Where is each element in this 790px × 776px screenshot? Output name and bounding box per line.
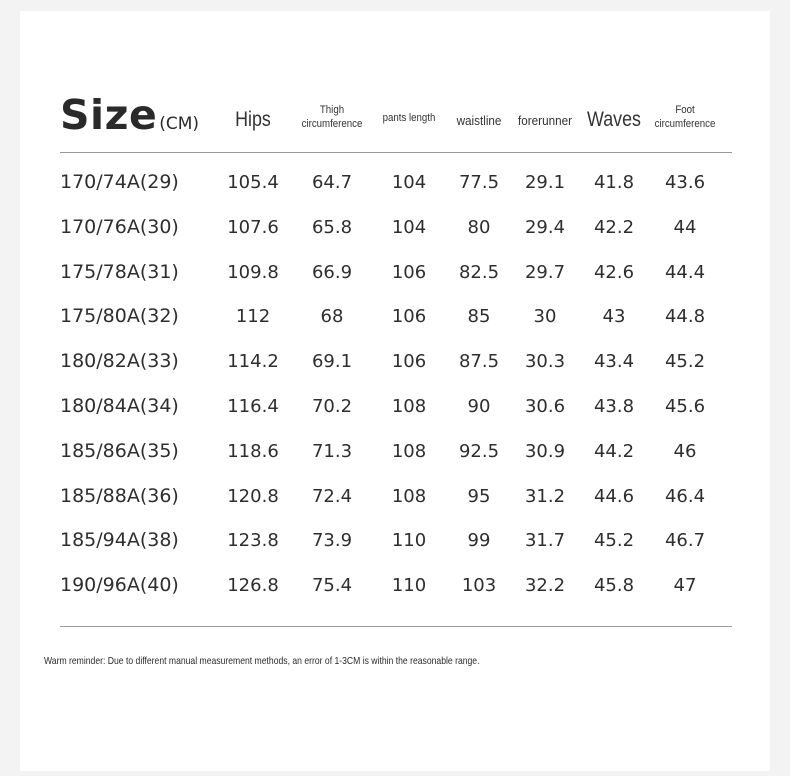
- table-cell: 69.1: [311, 351, 353, 373]
- table-cell: 44.6: [593, 485, 635, 507]
- header-divider: [60, 152, 732, 153]
- table-cell: 47: [673, 575, 697, 597]
- size-label: 185/86A(35): [60, 439, 179, 462]
- table-cell: 90: [467, 396, 491, 417]
- table-cell: 87.5: [458, 351, 500, 373]
- table-cell: 103: [461, 575, 497, 597]
- table-cell: 82.5: [458, 261, 500, 283]
- table-cell: 108: [391, 440, 427, 462]
- table-cell: 114.2: [227, 351, 279, 373]
- table-cell: 108: [391, 396, 427, 417]
- table-cell: 29.4: [524, 216, 566, 238]
- table-cell: 44.2: [593, 440, 635, 462]
- column-header: [383, 112, 436, 126]
- size-label: 170/76A(30): [60, 215, 179, 238]
- size-chart-title: [60, 91, 199, 139]
- table-cell: 31.2: [524, 485, 566, 507]
- size-label: 175/78A(31): [60, 260, 179, 283]
- table-cell: 29.7: [524, 261, 566, 283]
- table-cell: 104: [391, 172, 427, 193]
- column-header: [457, 113, 502, 129]
- column-header: [302, 104, 363, 132]
- table-cell: 64.7: [311, 172, 353, 193]
- table-cell: 110: [391, 575, 427, 597]
- column-header-line: Waves: [587, 108, 641, 131]
- table-cell: 106: [391, 306, 427, 328]
- column-header-line: circumference: [301, 117, 363, 130]
- column-header-line: Thigh: [319, 104, 345, 116]
- table-cell: 42.2: [593, 216, 635, 238]
- size-label: 175/80A(32): [60, 305, 179, 328]
- table-cell: 105.4: [227, 172, 279, 193]
- table-cell: 71.3: [311, 440, 353, 462]
- table-cell: 99: [467, 530, 491, 552]
- size-label: 190/96A(40): [60, 574, 179, 597]
- table-cell: 43.8: [593, 396, 635, 417]
- table-cell: 45.2: [664, 351, 706, 373]
- table-cell: 70.2: [311, 396, 353, 417]
- table-cell: 95: [467, 485, 491, 507]
- table-cell: 107.6: [227, 216, 279, 238]
- table-cell: 31.7: [524, 530, 566, 552]
- table-cell: 30.6: [524, 396, 566, 417]
- size-chart-card: [20, 11, 770, 771]
- size-label: 185/88A(36): [60, 484, 179, 507]
- table-cell: 116.4: [227, 396, 279, 417]
- table-cell: 73.9: [311, 530, 353, 552]
- table-cell: 120.8: [227, 485, 279, 507]
- column-header: [235, 107, 271, 133]
- table-cell: 65.8: [311, 216, 353, 238]
- title-main: Size: [60, 91, 158, 139]
- table-cell: 43.6: [664, 172, 706, 193]
- column-header-line: waistline: [456, 113, 502, 128]
- table-cell: 46.7: [664, 530, 706, 552]
- table-cell: 118.6: [227, 440, 279, 462]
- table-cell: 123.8: [227, 530, 279, 552]
- column-header-line: Foot: [675, 104, 695, 116]
- table-cell: 92.5: [458, 440, 500, 462]
- warm-reminder-note: Warm reminder: Due to different manual measurement methods, an error of 1-3CM is within the reasonable range.: [44, 655, 480, 667]
- table-bottom-divider: [60, 626, 732, 627]
- column-header: [587, 107, 641, 133]
- column-header-line: circumference: [654, 117, 716, 130]
- table-cell: 43.4: [593, 351, 635, 373]
- table-cell: 30.3: [524, 351, 566, 373]
- column-header: [655, 104, 716, 132]
- table-cell: 42.6: [593, 261, 635, 283]
- column-header: [518, 113, 572, 129]
- table-cell: 80: [467, 216, 491, 238]
- size-label: 185/94A(38): [60, 529, 179, 552]
- table-cell: 112: [235, 306, 271, 328]
- table-cell: 108: [391, 485, 427, 507]
- table-cell: 46: [673, 440, 697, 462]
- size-label: 170/74A(29): [60, 171, 179, 193]
- table-cell: 30.9: [524, 440, 566, 462]
- column-header-line: Hips: [235, 108, 271, 131]
- table-cell: 106: [391, 351, 427, 373]
- table-cell: 43: [602, 306, 626, 328]
- table-cell: 104: [391, 216, 427, 238]
- table-cell: 85: [467, 306, 491, 328]
- table-cell: 45.8: [593, 575, 635, 597]
- title-unit: (CM): [159, 114, 200, 134]
- table-cell: 106: [391, 261, 427, 283]
- table-cell: 41.8: [593, 172, 635, 193]
- table-cell: 44.8: [664, 306, 706, 328]
- table-cell: 110: [391, 530, 427, 552]
- table-cell: 75.4: [311, 575, 353, 597]
- table-cell: 29.1: [524, 172, 566, 193]
- table-cell: 45.2: [593, 530, 635, 552]
- column-header-line: pants length: [382, 112, 436, 124]
- table-cell: 109.8: [227, 261, 279, 283]
- table-cell: 44: [673, 216, 697, 238]
- table-cell: 126.8: [227, 575, 279, 597]
- table-cell: 45.6: [664, 396, 706, 417]
- size-label: 180/84A(34): [60, 395, 179, 417]
- table-cell: 77.5: [458, 172, 500, 193]
- table-cell: 46.4: [664, 485, 706, 507]
- table-cell: 68: [320, 306, 344, 328]
- table-cell: 44.4: [664, 261, 706, 283]
- column-header-line: forerunner: [518, 113, 572, 128]
- table-cell: 66.9: [311, 261, 353, 283]
- table-cell: 30: [533, 306, 557, 328]
- size-label: 180/82A(33): [60, 350, 179, 373]
- table-cell: 72.4: [311, 485, 353, 507]
- table-cell: 32.2: [524, 575, 566, 597]
